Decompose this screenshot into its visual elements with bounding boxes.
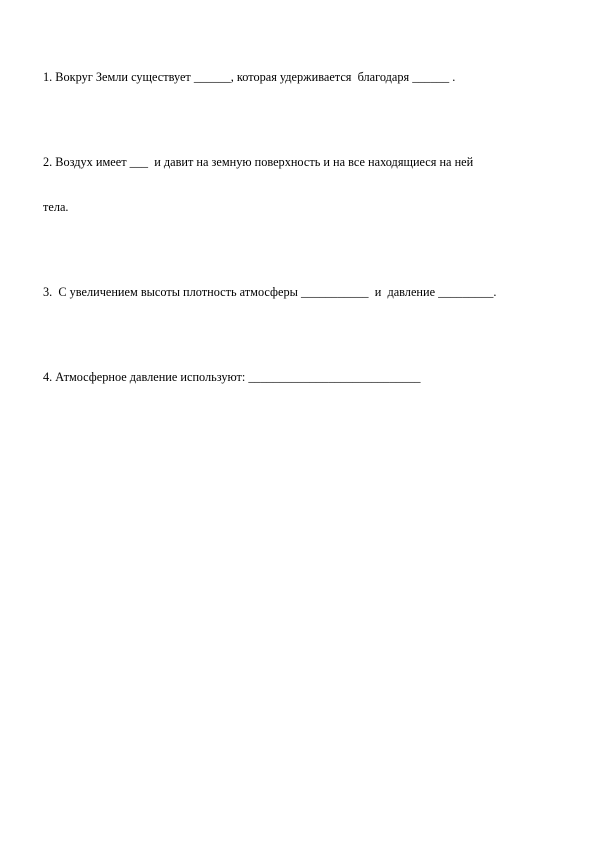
question-2	[43, 125, 555, 245]
question-3	[43, 255, 555, 330]
question-text-line: 1. Вокруг Земли существует ______, которая удерживается благодаря ______ .	[43, 70, 456, 84]
question-4	[43, 340, 555, 415]
question-text-line: 3. С увеличением высоты плотность атмосферы ___________ и давление _________.	[43, 285, 497, 299]
question-text-line: 2. Воздух имеет ___ и давит на земную поверхность и на все находящиеся на ней	[43, 155, 474, 169]
question-text-line: 4. Атмосферное давление используют: ____________________________	[43, 370, 421, 384]
question-list	[43, 40, 555, 425]
question-1	[43, 40, 555, 115]
question-text-line: тела.	[43, 200, 69, 214]
